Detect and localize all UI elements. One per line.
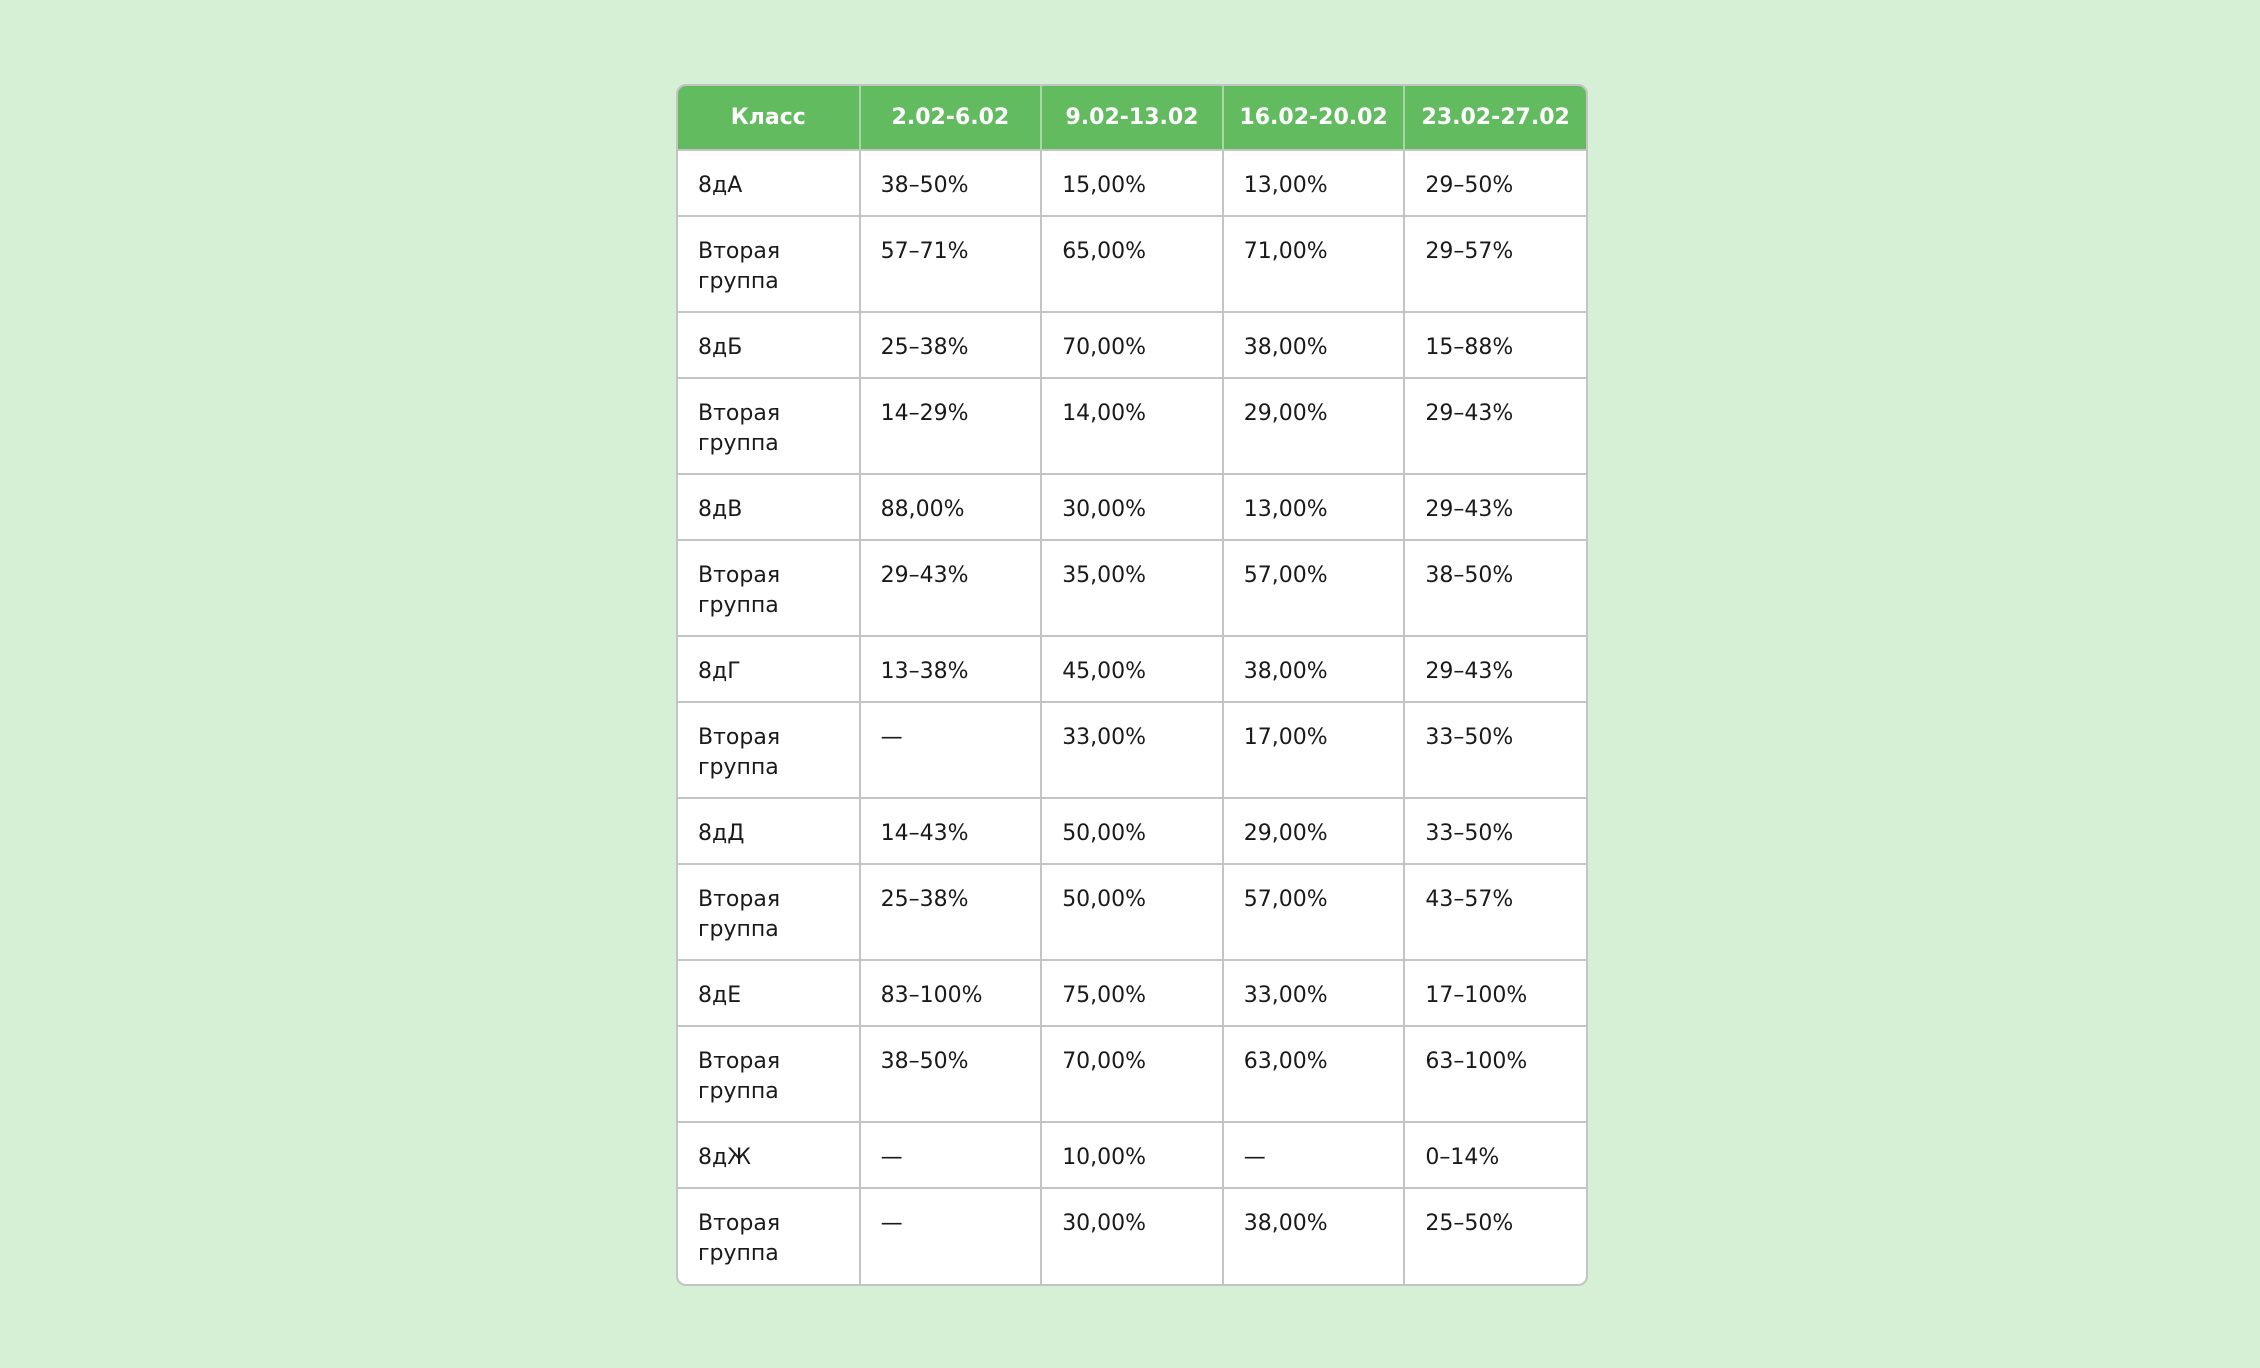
table-cell: 29–50% [1404,150,1586,216]
table-cell: 70,00% [1041,312,1223,378]
attendance-table-container [676,84,1588,1286]
table-cell: 38–50% [1404,540,1586,636]
table-cell: 33–50% [1404,798,1586,864]
table-cell: 25–38% [860,864,1042,960]
table-cell: Вторая группа [678,702,860,798]
attendance-table [678,86,1586,1284]
table-cell: 88,00% [860,474,1042,540]
table-cell: 8дЖ [678,1122,860,1188]
table-cell: 25–38% [860,312,1042,378]
table-row [678,540,1586,636]
table-cell: 10,00% [1041,1122,1223,1188]
table-cell: 38–50% [860,1026,1042,1122]
table-cell: 83–100% [860,960,1042,1026]
table-cell: 14–29% [860,378,1042,474]
table-cell: 14,00% [1041,378,1223,474]
table-cell: 50,00% [1041,864,1223,960]
table-row [678,1122,1586,1188]
table-row [678,312,1586,378]
table-cell: 30,00% [1041,474,1223,540]
table-cell: 45,00% [1041,636,1223,702]
header-row [678,86,1586,150]
table-row [678,150,1586,216]
table-cell: 8дБ [678,312,860,378]
table-cell: — [1223,1122,1405,1188]
table-row [678,378,1586,474]
table-cell: 65,00% [1041,216,1223,312]
table-cell: — [860,1188,1042,1284]
table-cell: 8дЕ [678,960,860,1026]
table-row [678,474,1586,540]
table-cell: 29,00% [1223,378,1405,474]
table-cell: 29–43% [860,540,1042,636]
table-cell: 13,00% [1223,474,1405,540]
header-class: Класс [678,86,860,150]
table-cell: 38,00% [1223,636,1405,702]
table-cell: 63,00% [1223,1026,1405,1122]
table-header [678,86,1586,150]
table-cell: 25–50% [1404,1188,1586,1284]
table-cell: Вторая группа [678,540,860,636]
table-cell: 38,00% [1223,1188,1405,1284]
table-cell: 8дВ [678,474,860,540]
table-cell: 57,00% [1223,864,1405,960]
table-cell: 17,00% [1223,702,1405,798]
header-week-4: 23.02-27.02 [1404,86,1586,150]
table-body [678,150,1586,1284]
table-row [678,636,1586,702]
table-cell: 33–50% [1404,702,1586,798]
header-week-2: 9.02-13.02 [1041,86,1223,150]
table-row [678,216,1586,312]
table-cell: — [860,702,1042,798]
table-row [678,1026,1586,1122]
table-cell: 30,00% [1041,1188,1223,1284]
table-cell: Вторая группа [678,1188,860,1284]
table-cell: 8дГ [678,636,860,702]
table-cell: 29–43% [1404,474,1586,540]
table-cell: Вторая группа [678,378,860,474]
table-cell: Вторая группа [678,216,860,312]
table-cell: 15,00% [1041,150,1223,216]
table-cell: 33,00% [1223,960,1405,1026]
table-cell: 43–57% [1404,864,1586,960]
table-cell: 29–43% [1404,378,1586,474]
table-cell: 15–88% [1404,312,1586,378]
table-cell: 33,00% [1041,702,1223,798]
table-cell: 75,00% [1041,960,1223,1026]
table-cell: 71,00% [1223,216,1405,312]
table-cell: 35,00% [1041,540,1223,636]
table-row [678,702,1586,798]
table-row [678,960,1586,1026]
table-row [678,1188,1586,1284]
table-cell: Вторая группа [678,864,860,960]
table-cell: — [860,1122,1042,1188]
table-cell: 13–38% [860,636,1042,702]
table-cell: 29–57% [1404,216,1586,312]
table-cell: 38,00% [1223,312,1405,378]
header-week-1: 2.02-6.02 [860,86,1042,150]
table-cell: 13,00% [1223,150,1405,216]
table-cell: 0–14% [1404,1122,1586,1188]
table-cell: 8дД [678,798,860,864]
header-week-3: 16.02-20.02 [1223,86,1405,150]
table-cell: 29,00% [1223,798,1405,864]
table-cell: 57,00% [1223,540,1405,636]
table-cell: 50,00% [1041,798,1223,864]
table-cell: Вторая группа [678,1026,860,1122]
table-row [678,798,1586,864]
table-cell: 70,00% [1041,1026,1223,1122]
table-cell: 29–43% [1404,636,1586,702]
table-cell: 17–100% [1404,960,1586,1026]
table-row [678,864,1586,960]
table-cell: 8дА [678,150,860,216]
table-cell: 38–50% [860,150,1042,216]
table-cell: 57–71% [860,216,1042,312]
table-cell: 63–100% [1404,1026,1586,1122]
table-cell: 14–43% [860,798,1042,864]
